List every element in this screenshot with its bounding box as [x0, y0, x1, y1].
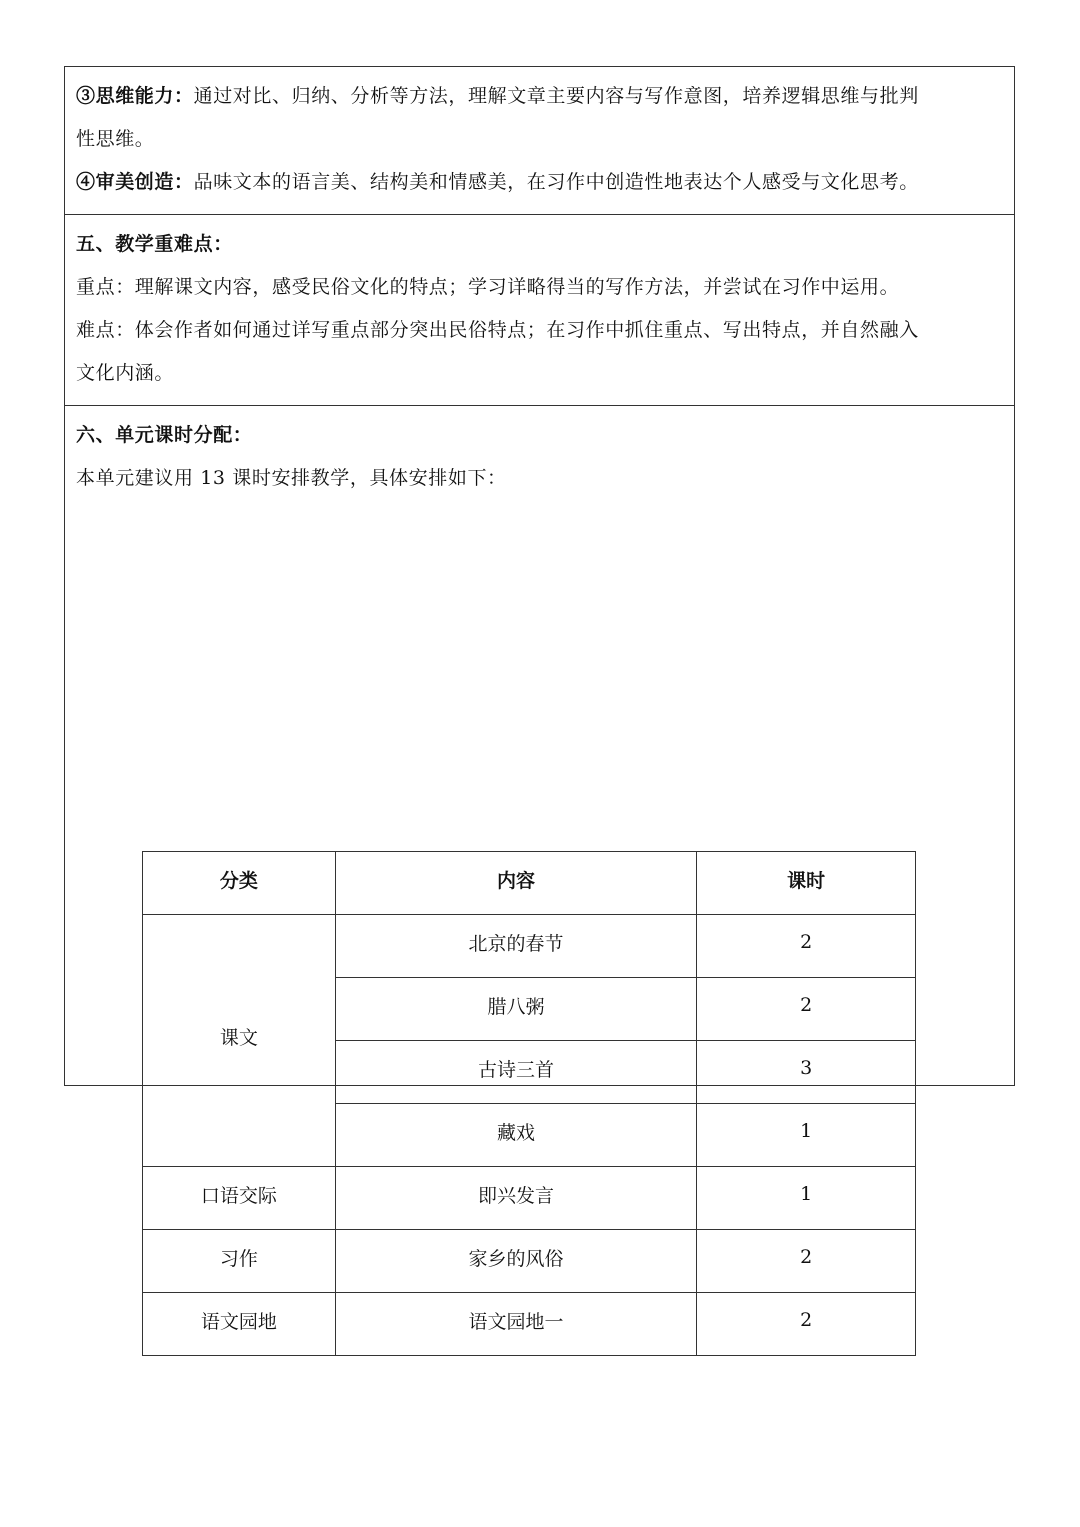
competency-item-3-continued: 性思维。: [76, 128, 155, 150]
competency-4-label: ④审美创造：: [76, 171, 194, 193]
header-category: 分类: [143, 852, 336, 915]
hours-cell: 2: [697, 915, 916, 978]
competency-item-3: [76, 75, 1004, 118]
hours-cell: 2: [697, 978, 916, 1041]
table-row: [143, 1293, 916, 1356]
key-point-text: 重点：理解课文内容，感受民俗文化的特点；学习详略得当的写作方法，并尝试在习作中运用。: [76, 276, 900, 298]
category-cell: 口语交际: [143, 1167, 336, 1230]
hours-cell: 2: [697, 1293, 916, 1356]
hours-cell: 1: [697, 1104, 916, 1167]
competency-4-text: 品味文本的语言美、结构美和情感美，在习作中创造性地表达个人感受与文化思考。: [193, 171, 919, 193]
schedule-heading: 六、单元课时分配：: [76, 424, 253, 446]
table-row: [143, 1230, 916, 1293]
content-cell: 北京的春节: [335, 915, 697, 978]
category-cell: 课文: [143, 915, 336, 1167]
schedule-table: [142, 851, 916, 1356]
content-cell: 腊八粥: [335, 978, 697, 1041]
table-row: [143, 1167, 916, 1230]
lesson-plan-frame: [64, 66, 1015, 1333]
section-schedule: [65, 406, 1014, 1333]
difficulty-text-continued: 文化内涵。: [76, 362, 175, 384]
content-cell: 即兴发言: [335, 1167, 697, 1230]
category-cell: 语文园地: [143, 1293, 336, 1356]
header-hours: 课时: [697, 852, 916, 915]
section-key-points: [65, 215, 1014, 406]
competency-3-label: ③思维能力：: [76, 85, 194, 107]
table-row: [143, 915, 916, 978]
content-cell: 藏戏: [335, 1104, 697, 1167]
table-header-row: [143, 852, 916, 915]
competency-3-text: 通过对比、归纳、分析等方法，理解文章主要内容与写作意图，培养逻辑思维与批判: [193, 85, 919, 107]
category-cell: 习作: [143, 1230, 336, 1293]
content-cell: 语文园地一: [335, 1293, 697, 1356]
difficulty-text: 难点：体会作者如何通过详写重点部分突出民俗特点；在习作中抓住重点、写出特点，并自然融入: [76, 319, 919, 341]
key-points-heading: 五、教学重难点：: [76, 233, 233, 255]
section-core-competencies: [65, 67, 1014, 215]
hours-cell: 2: [697, 1230, 916, 1293]
schedule-intro: 本单元建议用 13 课时安排教学，具体安排如下：: [76, 467, 507, 489]
hours-cell: 1: [697, 1167, 916, 1230]
competency-item-4: [76, 161, 1004, 204]
content-cell: 古诗三首: [335, 1041, 697, 1104]
header-content: 内容: [335, 852, 697, 915]
content-cell: 家乡的风俗: [335, 1230, 697, 1293]
hours-cell: 3: [697, 1041, 916, 1104]
